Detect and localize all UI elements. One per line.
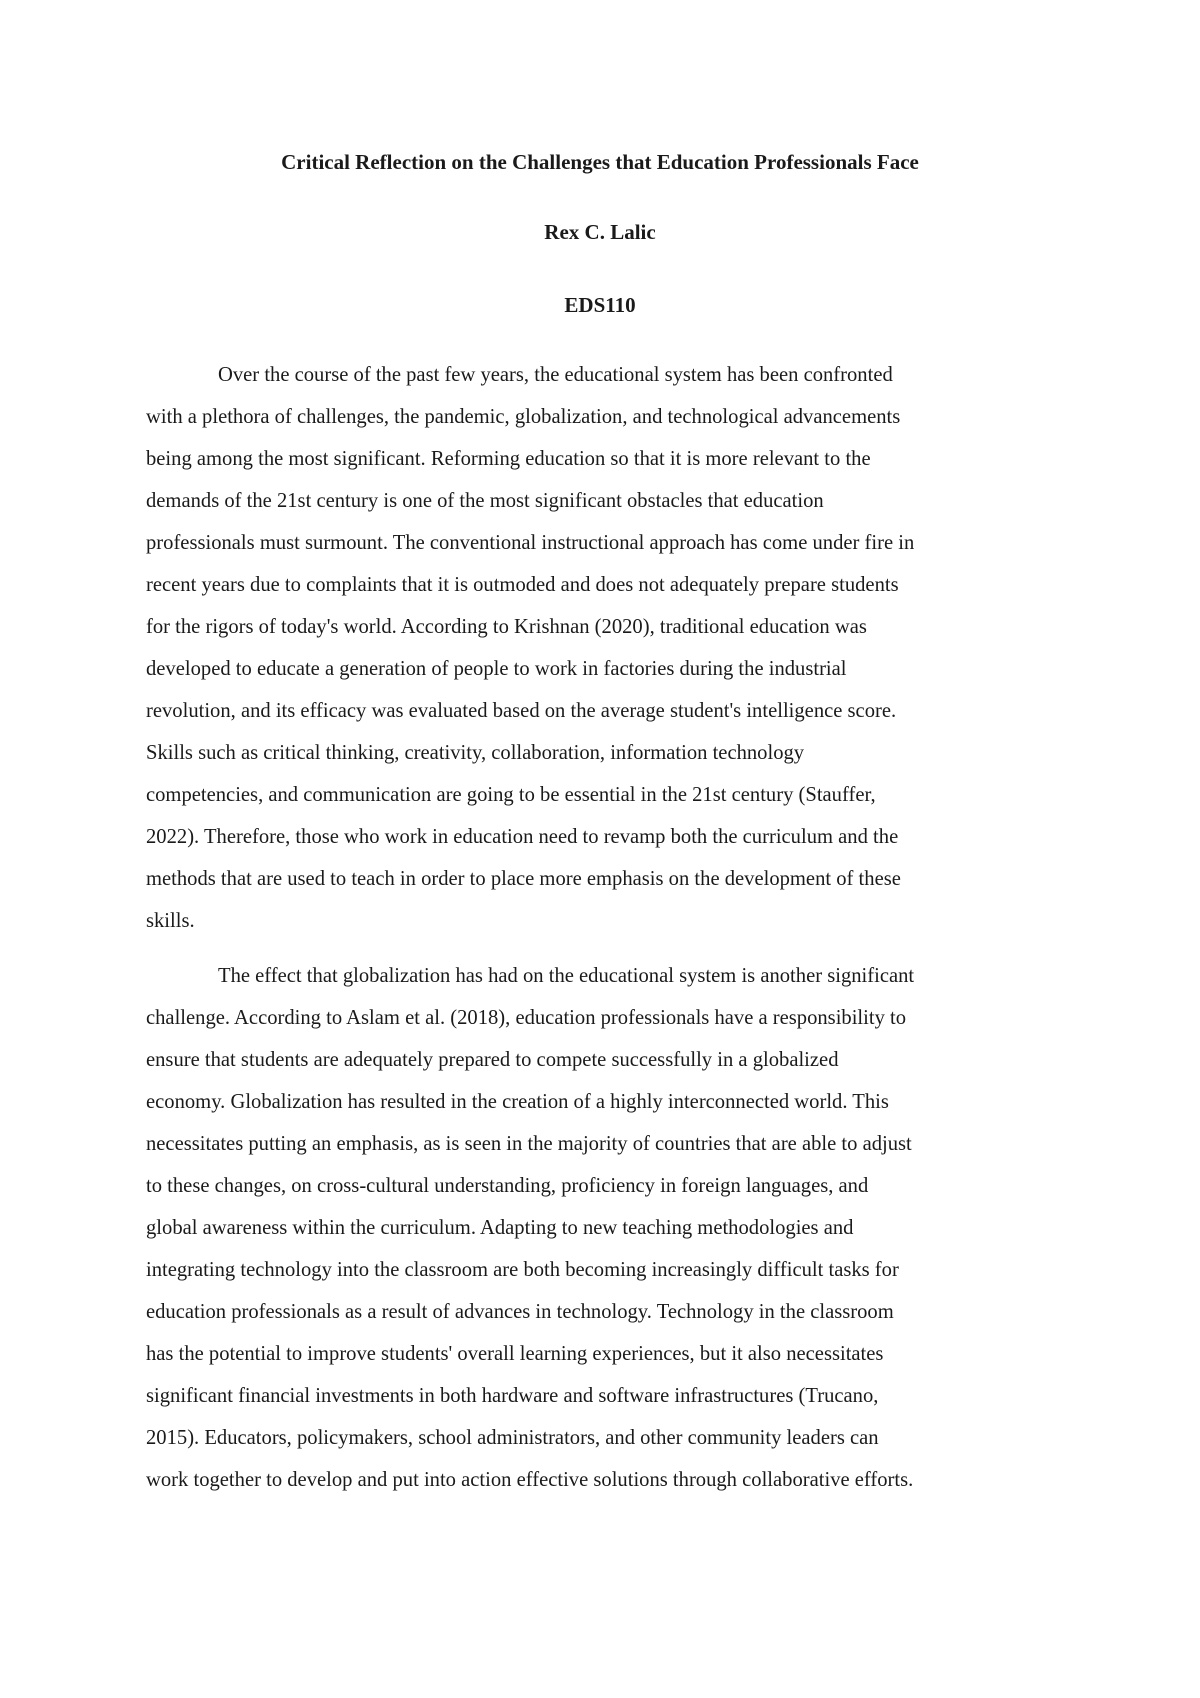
paragraph-line: significant financial investments in both hardware and software infrastructures (Trucano, [146, 1385, 879, 1407]
paragraph-line: to these changes, on cross-cultural understanding, proficiency in foreign languages, and [146, 1175, 869, 1197]
paragraph-line: education professionals as a result of advances in technology. Technology in the classroom [146, 1301, 894, 1323]
paragraph-line: skills. [146, 910, 195, 932]
paragraph-line: with a plethora of challenges, the pandemic, globalization, and technological advancements [146, 406, 901, 428]
paragraph-line: global awareness within the curriculum. Adapting to new teaching methodologies and [146, 1217, 854, 1239]
paragraph-line: work together to develop and put into action effective solutions through collaborative efforts. [146, 1469, 914, 1491]
paragraph-line: integrating technology into the classroom are both becoming increasingly difficult tasks for [146, 1259, 899, 1281]
document-title: Critical Reflection on the Challenges that Education Professionals Face [281, 150, 919, 174]
paragraph-line: has the potential to improve students' overall learning experiences, but it also necessitates [146, 1343, 884, 1365]
paragraph-line: challenge. According to Aslam et al. (2018), education professionals have a responsibility to [146, 1007, 907, 1029]
paragraph-line: Over the course of the past few years, the educational system has been confronted [218, 364, 893, 386]
paragraph-line: ensure that students are adequately prepared to compete successfully in a globalized [146, 1049, 839, 1071]
paragraph-line: revolution, and its efficacy was evaluated based on the average student's intelligence score. [146, 700, 897, 722]
paragraph-line: for the rigors of today's world. According to Krishnan (2020), traditional education was [146, 616, 867, 638]
paragraph-line: methods that are used to teach in order to place more emphasis on the development of these [146, 868, 901, 890]
paragraph-line: The effect that globalization has had on the educational system is another significant [218, 965, 915, 987]
paragraph-line: 2022). Therefore, those who work in education need to revamp both the curriculum and the [146, 826, 899, 848]
paragraph-1 [146, 354, 1056, 942]
paragraph-line: necessitates putting an emphasis, as is seen in the majority of countries that are able to adjust [146, 1133, 912, 1155]
paragraph-line: demands of the 21st century is one of the most significant obstacles that education [146, 490, 824, 512]
paragraph-line: economy. Globalization has resulted in the creation of a highly interconnected world. This [146, 1091, 889, 1113]
paragraph-line: developed to educate a generation of people to work in factories during the industrial [146, 658, 847, 680]
paragraph-line: being among the most significant. Reforming education so that it is more relevant to the [146, 448, 871, 470]
paragraph-line: competencies, and communication are going to be essential in the 21st century (Stauffer, [146, 784, 876, 806]
paragraph-line: recent years due to complaints that it is outmoded and does not adequately prepare students [146, 574, 899, 596]
paragraph-2 [146, 955, 1056, 1501]
paragraph-line: professionals must surmount. The conventional instructional approach has come under fire in [146, 532, 915, 554]
paragraph-line: Skills such as critical thinking, creativity, collaboration, information technology [146, 742, 805, 764]
author-name: Rex C. Lalic [544, 220, 656, 244]
course-code: EDS110 [564, 293, 636, 317]
paragraph-line: 2015). Educators, policymakers, school administrators, and other community leaders can [146, 1427, 879, 1449]
